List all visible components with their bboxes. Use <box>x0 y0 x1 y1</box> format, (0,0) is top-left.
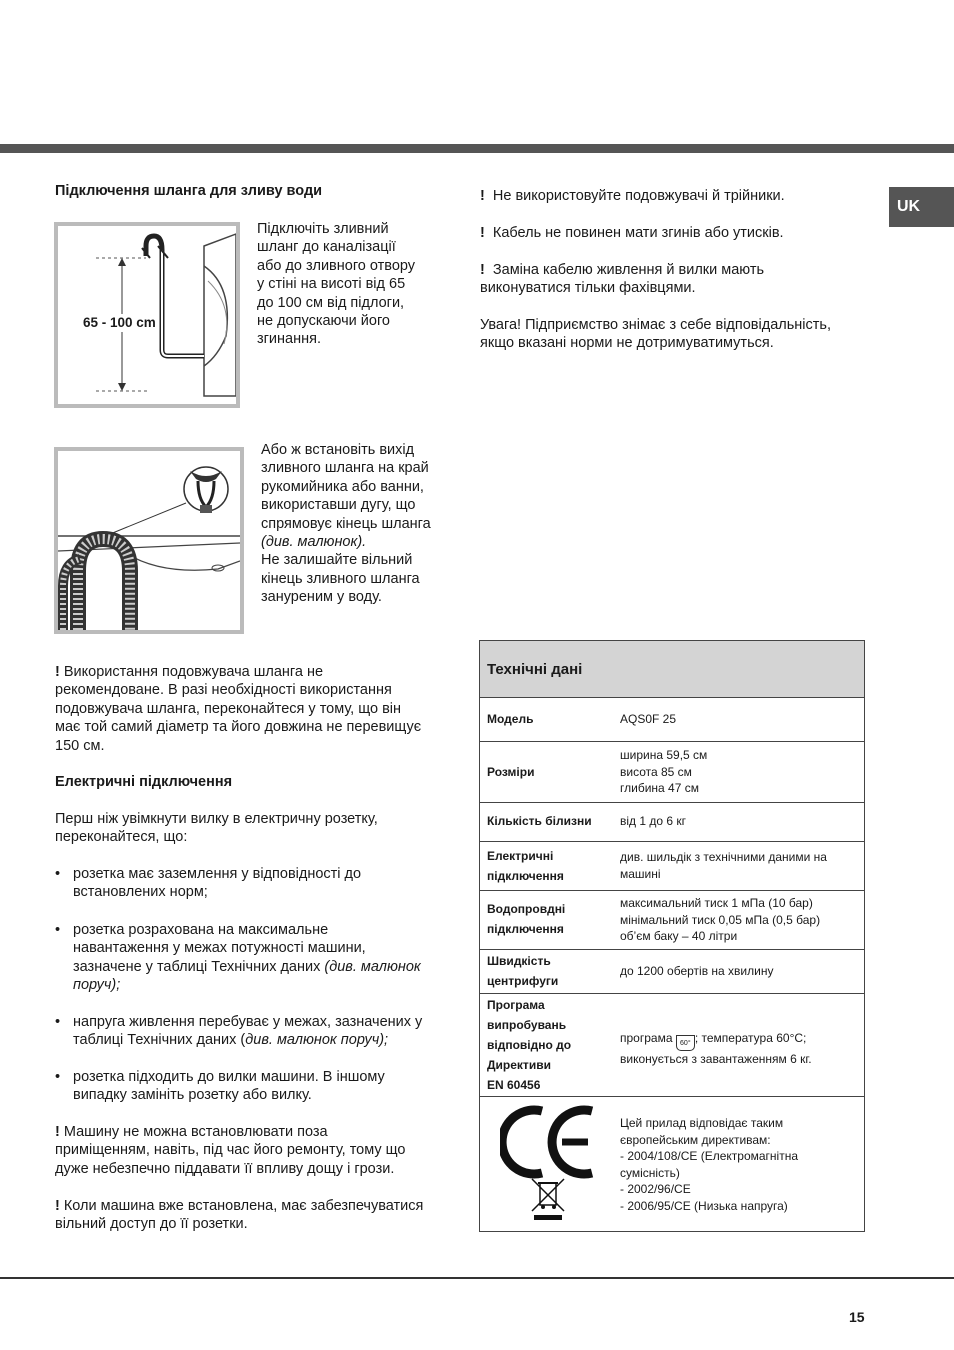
table-row-dimensions: Розміри ширина 59,5 см висота 85 см глибина 47 см <box>480 742 864 803</box>
footer-rule <box>0 1277 954 1279</box>
outdoor-warning: ! Машину не можна встановлювати поза приміщенням, навіть, під час його ремонту, тому що дуже небезпечно піддавати її впливу дощу і грози. <box>55 1124 406 1177</box>
table-row-model: Модель AQS0F 25 <box>480 698 864 742</box>
warning-icon: ! <box>55 1198 64 1214</box>
liability-note: Увага! Підприємство знімає з себе відповідальність, якщо вказані норми не дотримуватимуться. <box>480 317 831 352</box>
socket-access-warning: ! Коли машина вже встановлена, має забезпечуватися вільний доступ до її розетки. <box>55 1198 424 1233</box>
technical-data-table <box>479 640 865 1232</box>
drain-heading: Підключення шланга для зливу води <box>55 183 323 199</box>
header-bar <box>0 144 954 153</box>
table-title: Технічні дані <box>487 661 583 678</box>
drain-sink-figure <box>54 447 244 634</box>
warning-icon: ! <box>55 1124 64 1140</box>
table-row-test-program: Програма випробувань відповідно до Директиви EN 60456 програма 60° ; температура 60°C; виконується з завантаженням 6 кг. <box>480 994 864 1097</box>
height-range-label: 65 - 100 cm <box>81 314 158 332</box>
weee-bin-icon <box>530 1177 566 1223</box>
electrical-intro: Перш ніж увімкнути вилку в електричну розетку, переконайтеся, що: <box>55 811 378 846</box>
language-tab: UK <box>889 187 954 227</box>
drain-paragraph-2: Або ж встановіть вихід зливного шланга на край рукомийника або ванни, використавши дугу, що спрямовує кінець шланга (див. малюнок). Не залишайте вільний кінець зливного шланга зануреним у воду. <box>261 442 431 606</box>
washing-program-icon: 60° <box>676 1035 695 1051</box>
drain-sink-illustration <box>58 451 240 630</box>
table-row-electrical: Електричні підключення див. шильдік з технічними даними на машині <box>480 842 864 891</box>
warning-icon: ! <box>480 188 493 204</box>
cable-replacement-warning: ! Заміна кабелю живлення й вилки мають виконуватися тільки фахівцями. <box>480 262 765 297</box>
table-row-spin: Швидкість центрифуги до 1200 обертів на хвилину <box>480 950 864 994</box>
warning-icon: ! <box>480 225 493 241</box>
table-header <box>480 641 864 698</box>
extension-cord-warning: ! Не використовуйте подовжувачі й трійники. <box>480 188 785 204</box>
drain-wall-figure <box>54 222 240 408</box>
electrical-heading: Електричні підключення <box>55 774 233 790</box>
hose-extension-warning: ! Використання подовжувача шланга не рекомендоване. В разі необхідності використання подовжувача шланга, переконайтеся у тому, що він має той самий діаметр та його довжина не перевищує 150 см. <box>55 664 422 754</box>
drain-paragraph-1: Підключіть зливний шланг до каналізації або до зливного отвору у стіні на висоті від 65 до 100 см від підлоги, не допускаючи його згинання. <box>257 221 416 348</box>
table-row-compliance: Цей прилад відповідає таким європейським директивам: - 2004/108/CE (Електромагнітна сумісність) - 2002/96/CE - 2006/95/CE (Низька напруга) <box>480 1097 864 1231</box>
warning-icon: ! <box>480 262 493 278</box>
cable-bend-warning: ! Кабель не повинен мати згинів або утисків. <box>480 225 784 241</box>
page-number: 15 <box>849 1309 865 1325</box>
warning-icon: ! <box>55 664 64 680</box>
table-row-water: Водопровдні підключення максимальний тиск 1 мПа (10 бар) мінімальний тиск 0,05 мПа (0,5 бар) об’єм баку – 40 літри <box>480 891 864 950</box>
table-row-load: Кількість білизни від 1 до 6 кг <box>480 803 864 842</box>
